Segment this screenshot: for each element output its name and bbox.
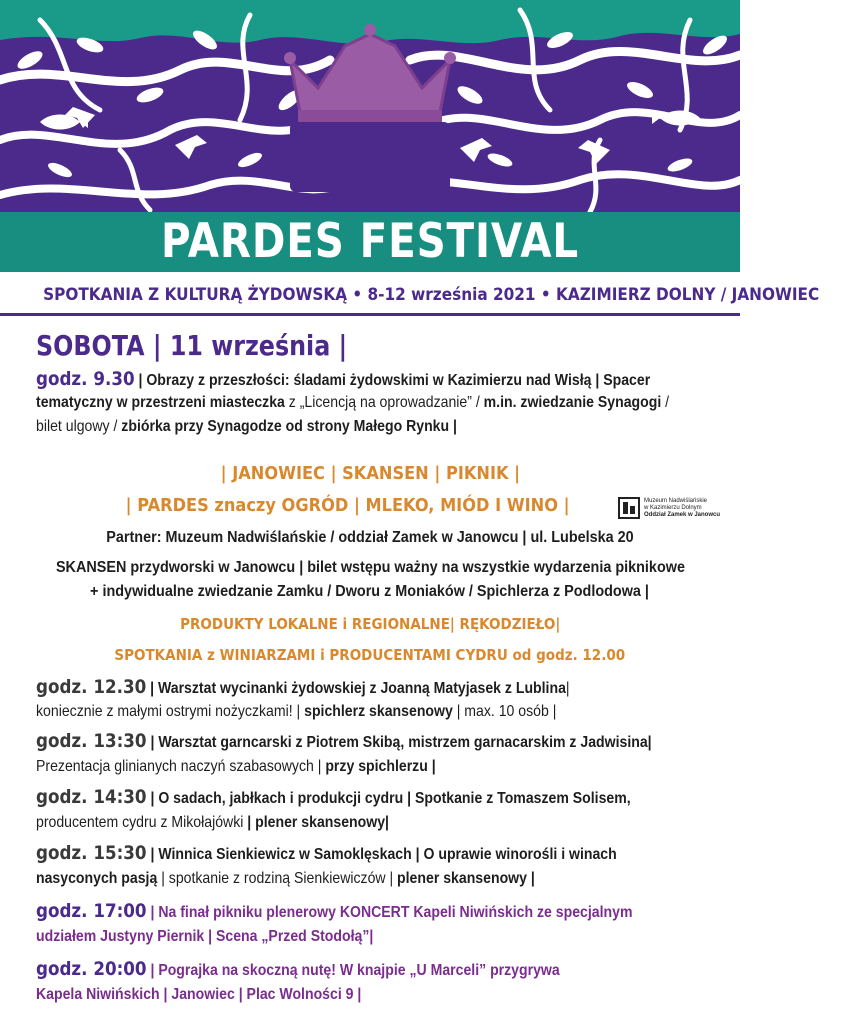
divider: [0, 313, 740, 316]
products-line: PRODUKTY LOKALNE i REGIONALNE| RĘKODZIEŁO|: [179, 615, 561, 633]
event-time: godz. 17:00: [36, 900, 147, 922]
event-walk-line-3: bilet ulgowy / zbiórka przy Synagodze od strony Małego Rynku |: [36, 418, 457, 435]
event-1430-line-2: producentem cydru z Mikołajówki | plener skansenowy|: [36, 814, 389, 831]
event-1330-line-1: godz. 13:30 | Warsztat garncarski z Piotrem Skibą, mistrzem garnacarskim z Jadwisina|: [36, 730, 652, 752]
skansen-line-1: SKANSEN przydworski w Janowcu | bilet wstępu ważny na wszystkie wydarzenia piknikowe: [55, 559, 685, 576]
event-time: godz. 14:30: [36, 786, 147, 808]
event-1330-line-2: Prezentacja glinianych naczyń szabasowych | przy spichlerzu |: [36, 758, 436, 775]
event-time: godz. 9.30: [36, 368, 135, 390]
festival-title: PARDES FESTIVAL: [160, 214, 580, 269]
picnic-heading-2: | PARDES znaczy OGRÓD | MLEKO, MIÓD I WINO |: [126, 495, 570, 516]
event-1700-line-1: godz. 17:00 | Na finał pikniku plenerowy KONCERT Kapeli Niwińskich ze specjalnym: [36, 900, 633, 922]
event-walk-line-2: tematyczny w przestrzeni miasteczka z „Licencją na oprowadzanie” / m.in. zwiedzanie Synagogi /: [36, 394, 670, 411]
event-time: godz. 20:00: [36, 958, 147, 980]
header-artwork: [0, 0, 740, 222]
picnic-heading-1: | JANOWIEC | SKANSEN | PIKNIK |: [220, 463, 520, 484]
museum-logo: [618, 493, 738, 523]
partner-line: Partner: Muzeum Nadwiślańskie / oddział Zamek w Janowcu | ul. Lubelska 20: [106, 529, 634, 546]
event-walk-line-1: godz. 9.30 | Obrazy z przeszłości: śladami żydowskimi w Kazimierzu nad Wisłą | Spacer: [36, 368, 651, 390]
event-1230-line-1: godz. 12.30 | Warsztat wycinanki żydowskiej z Joanną Matyjasek z Lublina|: [36, 676, 570, 698]
event-2000-line-2: Kapela Niwińskich | Janowiec | Plac Wolności 9 |: [36, 986, 362, 1003]
skansen-line-2: + indywidualne zwiedzanie Zamku / Dworu z Moniaków / Spichlerza z Podlodowa |: [90, 583, 650, 600]
event-2000-line-1: godz. 20:00 | Pograjka na skoczną nutę! W knajpie „U Marceli” przygrywa: [36, 958, 560, 980]
event-1230-line-2: koniecznie z małymi ostrymi nożyczkami! | spichlerz skansenowy | max. 10 osób |: [36, 703, 557, 720]
event-time: godz. 15:30: [36, 842, 147, 864]
event-1430-line-1: godz. 14:30 | O sadach, jabłkach i produkcji cydru | Spotkanie z Tomaszem Solisem,: [36, 786, 631, 808]
event-1530-line-1: godz. 15:30 | Winnica Sienkiewicz w Samoklęskach | O uprawie winorośli i winach: [36, 842, 617, 864]
day-heading: SOBOTA | 11 września |: [36, 329, 348, 362]
event-1700-line-2: udziałem Justyny Piernik | Scena „Przed Stodołą”|: [36, 928, 374, 945]
museum-logo-text: Muzeum Nadwiślańskie w Kazimierzu Dolnym Oddział Zamek w Janowcu: [644, 497, 721, 518]
event-1530-line-2: nasyconych pasją | spotkanie z rodziną Sienkiewiczów | plener skansenowy |: [36, 870, 535, 887]
museum-logo-icon: [618, 497, 640, 519]
meetings-line: SPOTKANIA z WINIARZAMI i PRODUCENTAMI CYDRU od godz. 12.00: [114, 646, 626, 664]
festival-subtitle: SPOTKANIA Z KULTURĄ ŻYDOWSKĄ • 8-12 września 2021 • KAZIMIERZ DOLNY / JANOWIEC: [43, 285, 820, 305]
event-time: godz. 12.30: [36, 676, 147, 698]
papercut-illustration: [0, 0, 740, 222]
event-time: godz. 13:30: [36, 730, 147, 752]
